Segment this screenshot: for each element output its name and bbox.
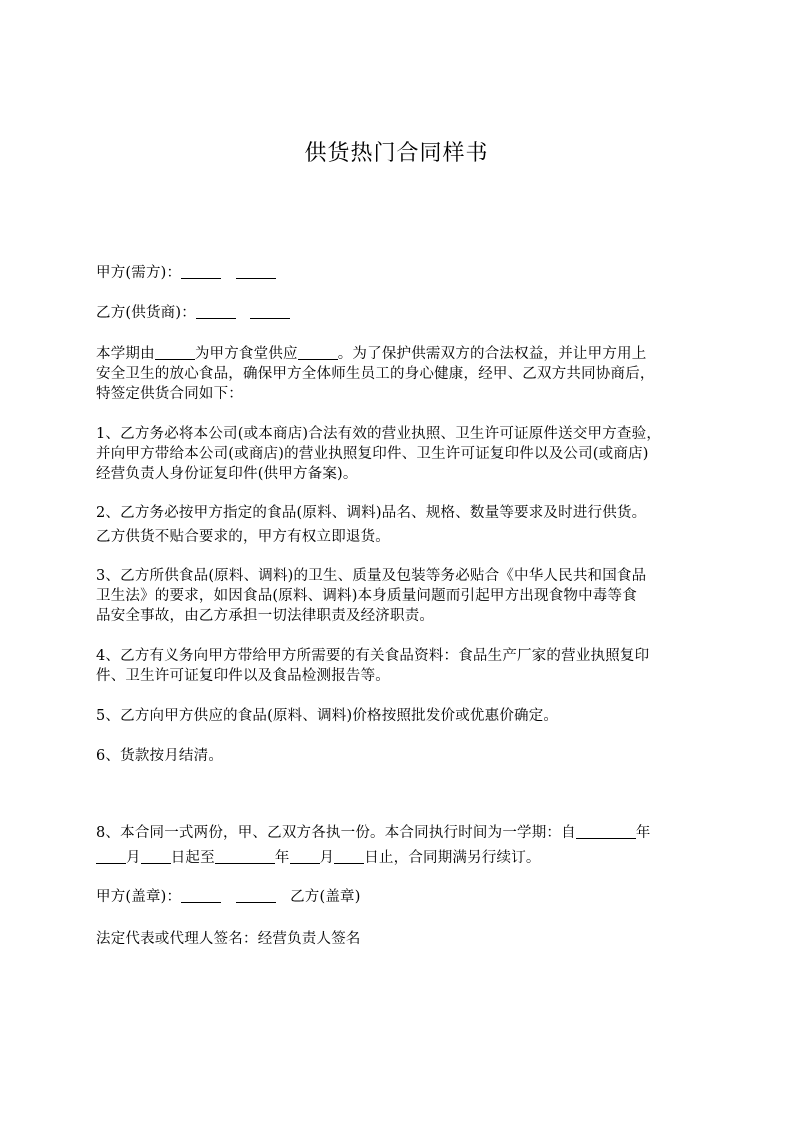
end-month-blank	[290, 849, 320, 864]
clause-5-line-1: 5、乙方向甲方供应的食品(原料、调料)价格按照批发价或优惠价确定。	[96, 708, 559, 724]
party-a-line	[96, 263, 276, 283]
party-b-line	[96, 303, 290, 323]
page-title: 供货热门合同样书	[304, 141, 489, 166]
clause-8-year-label: 年	[635, 825, 651, 841]
party-b-blank-2	[250, 304, 290, 319]
party-a-blank-2	[236, 264, 276, 279]
party-a-label: 甲方(需方)：	[96, 265, 182, 281]
intro-text-3: 。为了保护供需双方的合法权益，并让甲方用上	[337, 346, 647, 362]
start-day-blank	[141, 849, 171, 864]
start-month-blank	[96, 849, 126, 864]
intro-line-3: 特签定供货合同如下：	[96, 386, 243, 402]
intro-line-1	[96, 344, 646, 364]
start-year-blank	[576, 824, 636, 839]
clause-3-line-2: 卫生法》的要求，如因食品(原料、调料)本身质量问题而引起甲方出现食物中毒等食	[96, 588, 637, 604]
clause-8-end-month-label: 月	[319, 850, 335, 866]
clause-1-line-2: 并向甲方带给本公司(或商店)的营业执照复印件、卫生许可证复印件以及公司(或商店)	[96, 446, 649, 462]
clause-2-line-1: 2、乙方务必按甲方指定的食品(原料、调料)品名、规格、数量等要求及时进行供货。	[96, 505, 647, 521]
seal-line	[96, 887, 361, 907]
signature-line: 法定代表或代理人签名：经营负责人签名	[96, 931, 361, 947]
end-year-blank	[215, 849, 275, 864]
clause-3-line-1: 3、乙方所供食品(原料、调料)的卫生、质量及包装等务必贴合《中华人民共和国食品	[96, 568, 647, 584]
clause-8-day-label: 日起至	[170, 850, 215, 866]
clause-4-line-2: 件、卫生许可证复印件以及食品检测报告等。	[96, 668, 390, 684]
intro-blank-supplier	[155, 345, 195, 360]
clause-8-month-label: 月	[126, 850, 141, 866]
party-a-seal-label: 甲方(盖章)：	[96, 889, 182, 905]
clause-1-line-1: 1、乙方务必将本公司(或本商店)合法有效的营业执照、卫生许可证原件送交甲方查验，	[96, 426, 662, 442]
clause-2-line-2: 乙方供货不贴合要求的，甲方有权立即退货。	[96, 529, 390, 545]
seal-blank-2	[236, 888, 276, 903]
party-b-seal-label: 乙方(盖章)	[290, 889, 361, 905]
clause-3-line-3: 品安全事故，由乙方承担一切法律职责及经济职责。	[96, 608, 435, 624]
clause-8-end-year-label: 年	[274, 850, 290, 866]
clause-8-line-1	[96, 823, 651, 843]
intro-line-2: 安全卫生的放心食品，确保甲方全体师生员工的身心健康，经甲、乙双方共同协商后，	[96, 366, 655, 382]
seal-blank-1	[181, 888, 221, 903]
clause-6-line-1: 6、货款按月结清。	[96, 748, 224, 764]
party-b-label: 乙方(供货商)：	[96, 305, 196, 321]
clause-8-line-2	[96, 848, 541, 868]
clause-4-line-1: 4、乙方有义务向甲方带给甲方所需要的有关食品资料：食品生产厂家的营业执照复印	[96, 648, 650, 664]
intro-text-2: 为甲方食堂供应	[194, 346, 298, 362]
clause-8-end-text: 日止，合同期满另行续订。	[364, 850, 541, 866]
intro-text-1: 本学期由	[96, 346, 155, 362]
party-a-blank-1	[181, 264, 221, 279]
end-day-blank	[334, 849, 364, 864]
party-b-blank-1	[196, 304, 236, 319]
intro-blank-goods	[298, 345, 338, 360]
clause-8-text-1: 8、本合同一式两份，甲、乙双方各执一份。本合同执行时间为一学期：自	[96, 825, 576, 841]
clause-1-line-3: 经营负责人身份证复印件(供甲方备案)。	[96, 466, 358, 482]
